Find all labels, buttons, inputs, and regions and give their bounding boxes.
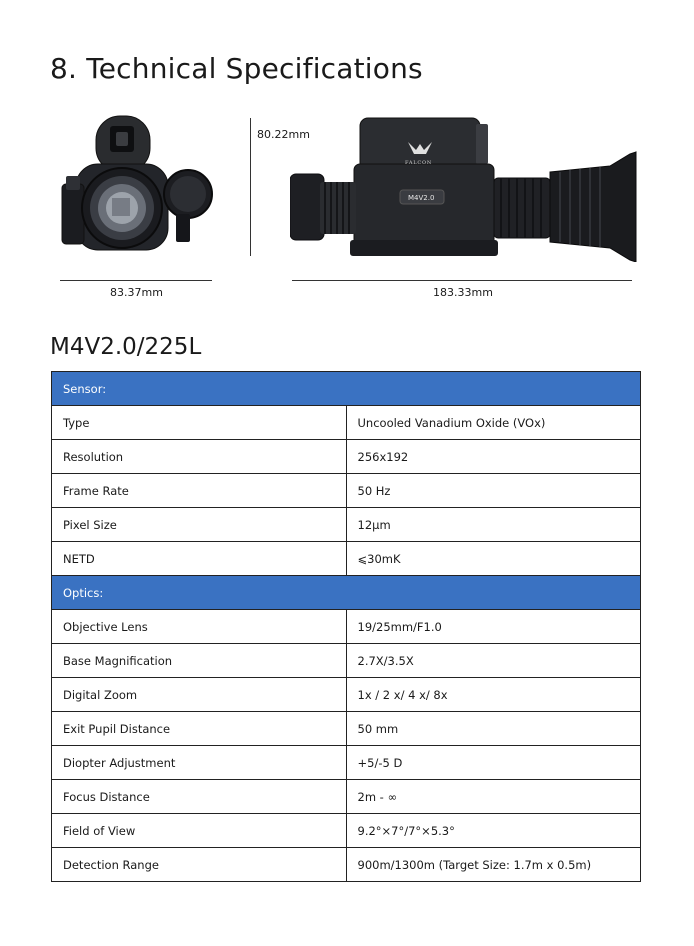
table-row — [52, 610, 641, 644]
row-label: Detection Range — [52, 848, 347, 882]
row-value: 1x / 2 x/ 4 x/ 8x — [346, 678, 641, 712]
table-row — [52, 474, 641, 508]
brand-text: FALCON — [405, 160, 433, 166]
row-value: 2m - ∞ — [346, 780, 641, 814]
front-width-line — [60, 280, 212, 281]
row-value: Uncooled Vanadium Oxide (VOx) — [346, 406, 641, 440]
row-value: 256x192 — [346, 440, 641, 474]
row-label: Pixel Size — [52, 508, 347, 542]
table-row — [52, 746, 641, 780]
side-length-line — [292, 280, 632, 281]
row-label: Resolution — [52, 440, 347, 474]
table-row — [52, 780, 641, 814]
table-row — [52, 678, 641, 712]
front-width-label: 83.37mm — [110, 286, 163, 299]
row-value: +5/-5 D — [346, 746, 641, 780]
row-value: ⩽30mK — [346, 542, 641, 576]
section-header-label: Optics: — [52, 576, 641, 610]
row-value: 19/25mm/F1.0 — [346, 610, 641, 644]
row-value: 9.2°×7°/7°×5.3° — [346, 814, 641, 848]
row-value: 12μm — [346, 508, 641, 542]
row-label: Field of View — [52, 814, 347, 848]
row-label: NETD — [52, 542, 347, 576]
row-label: Frame Rate — [52, 474, 347, 508]
table-row — [52, 814, 641, 848]
model-badge-text: M4V2.0 — [408, 194, 435, 202]
table-row — [52, 644, 641, 678]
row-label: Type — [52, 406, 347, 440]
device-side-illustration — [290, 112, 640, 262]
row-label: Diopter Adjustment — [52, 746, 347, 780]
table-row — [52, 406, 641, 440]
device-side-view-image — [290, 112, 640, 262]
table-row — [52, 440, 641, 474]
row-label: Base Magnification — [52, 644, 347, 678]
row-value: 50 Hz — [346, 474, 641, 508]
side-length-label: 183.33mm — [433, 286, 493, 299]
row-label: Exit Pupil Distance — [52, 712, 347, 746]
row-value: 2.7X/3.5X — [346, 644, 641, 678]
page-title: 8. Technical Specifications — [50, 52, 423, 85]
section-header-sensor — [52, 372, 641, 406]
table-row — [52, 848, 641, 882]
height-label: 80.22mm — [257, 128, 310, 141]
section-header-optics — [52, 576, 641, 610]
row-label: Focus Distance — [52, 780, 347, 814]
height-line — [250, 118, 251, 256]
spec-table — [51, 371, 641, 882]
row-label: Objective Lens — [52, 610, 347, 644]
model-title: M4V2.0/225L — [50, 334, 202, 360]
table-row — [52, 508, 641, 542]
device-front-view-image — [58, 112, 218, 262]
row-value: 900m/1300m (Target Size: 1.7m x 0.5m) — [346, 848, 641, 882]
row-label: Digital Zoom — [52, 678, 347, 712]
section-header-label: Sensor: — [52, 372, 641, 406]
row-value: 50 mm — [346, 712, 641, 746]
table-row — [52, 542, 641, 576]
device-front-illustration — [58, 112, 218, 262]
table-row — [52, 712, 641, 746]
